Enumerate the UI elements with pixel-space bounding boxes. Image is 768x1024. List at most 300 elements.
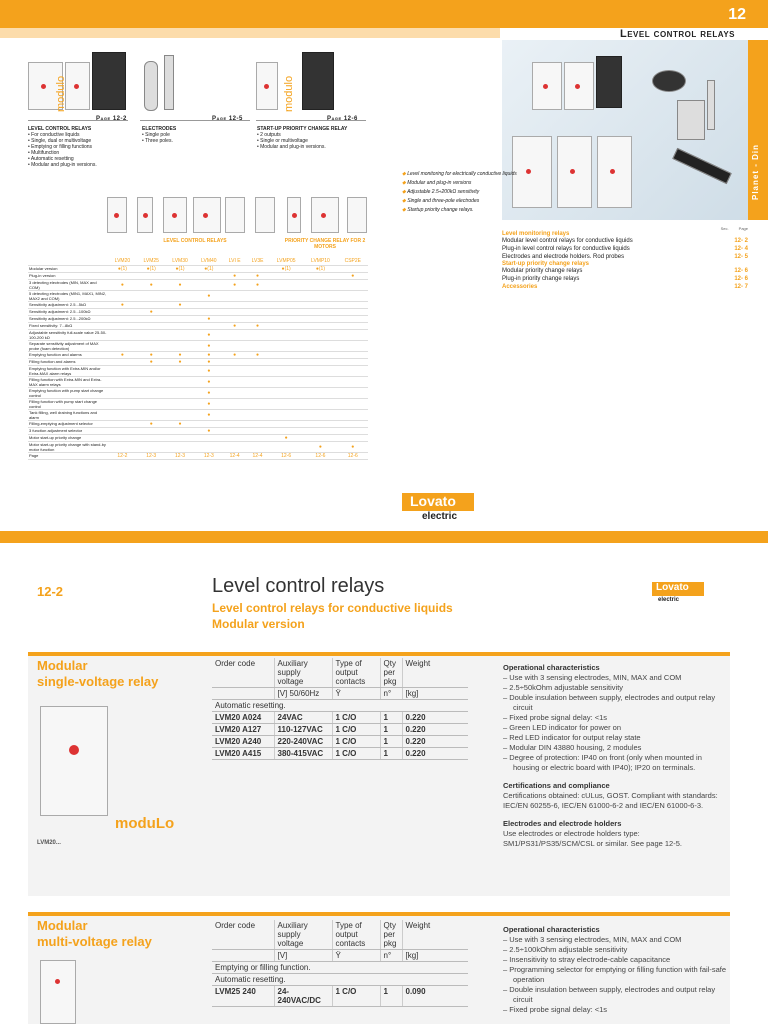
- table-cell: [223, 434, 246, 441]
- table-cell: [194, 301, 223, 308]
- table-cell: [166, 441, 195, 452]
- table-cell: [269, 290, 303, 301]
- product-caption: LVM20...: [37, 840, 61, 846]
- table-cell: ●: [166, 301, 195, 308]
- row-label: 5 detecting electrodes (MIN1, MAX1, MIN2, MAX2 and COM): [29, 290, 107, 301]
- page-ref-2[interactable]: Page 12-5: [212, 116, 243, 122]
- table-row[interactable]: LVM20 A240 220-240VAC 1 C/O 1 0.220: [212, 736, 468, 748]
- row-label: Adjustable sensitivity full-scale value 25-50-100-200 kΩ: [29, 329, 107, 340]
- table-cell: [194, 272, 223, 279]
- table-cell: ●: [223, 279, 246, 290]
- lc-summary: LEVEL CONTROL RELAYS • For conductive liquids • Single, dual or multivoltage • Emptying or filling functions • Multifunction • Automatic resetting • Modular and plug-in versions.: [28, 126, 97, 168]
- table-cell: [108, 308, 137, 315]
- table-cell: [269, 340, 303, 351]
- table-row: [28, 322, 368, 329]
- page-ref-3[interactable]: Page 12-6: [327, 116, 358, 122]
- lovato-logo-small: Lovato: [652, 582, 704, 596]
- table-cell: ●(1): [108, 265, 137, 272]
- table-cell: [166, 376, 195, 387]
- table-cell: [166, 387, 195, 398]
- table-row[interactable]: LVM20 A024 24VAC 1 C/O 1 0.220: [212, 712, 468, 724]
- row-label: 3 detecting electrodes (MIN, MAX and COM): [28, 279, 108, 290]
- table-cell: [338, 279, 368, 290]
- table-cell: 12-4: [223, 452, 246, 459]
- table-cell: [108, 398, 137, 409]
- top-bar: [0, 0, 768, 28]
- toc-row[interactable]: Plug-in level control relays for conductive liquids 12- 4: [502, 246, 748, 252]
- table-cell: ●: [194, 358, 223, 365]
- table-cell: [246, 290, 269, 301]
- section-title-single: Modular single-voltage relay: [37, 658, 159, 689]
- table-cell: [303, 376, 337, 387]
- page-title: Level control relays: [212, 575, 385, 597]
- table-cell: [108, 315, 137, 322]
- table-cell: [269, 365, 303, 376]
- table-cell: ●: [269, 434, 303, 441]
- table-cell: [269, 376, 303, 387]
- table-cell: [246, 398, 269, 409]
- table-cell: [166, 409, 195, 420]
- table-cell: [137, 365, 166, 376]
- table-cell: [223, 376, 246, 387]
- table-cell: 12-6: [303, 452, 337, 459]
- page-number: 12-2: [37, 584, 64, 599]
- table-row: [28, 279, 368, 290]
- table-cell: [194, 279, 223, 290]
- table-cell: [269, 301, 303, 308]
- table-cell: ●: [137, 308, 166, 315]
- table-cell: [303, 308, 337, 315]
- table-cell: [338, 351, 368, 358]
- table-cell: [269, 329, 303, 340]
- table-cell: ●(1): [303, 265, 337, 272]
- table-cell: ●: [303, 441, 337, 452]
- table-cell: ●: [194, 329, 223, 340]
- table-cell: [137, 376, 166, 387]
- lvm20-image: [40, 706, 110, 818]
- table-cell: ●: [137, 351, 166, 358]
- table-cell: [223, 290, 246, 301]
- table-cell: [269, 420, 303, 427]
- table-cell: ●: [137, 279, 166, 290]
- table-cell: ●: [194, 387, 223, 398]
- table-cell: [194, 441, 223, 452]
- sidebar-tab: Planet - Din: [748, 40, 768, 220]
- group-header-level: LEVEL CONTROL RELAYS: [163, 238, 227, 244]
- table-cell: 12-3: [166, 452, 195, 459]
- table-row: [28, 420, 368, 427]
- table-row: [28, 452, 368, 459]
- table-cell: 12-4: [246, 452, 269, 459]
- model-header: LVI E: [223, 258, 246, 265]
- row-label: Fixed sensitivity: 7...8kΩ: [28, 322, 108, 329]
- toc-row[interactable]: Modular level control relays for conductive liquids 12- 2: [502, 238, 748, 244]
- model-header: LVM20: [108, 258, 137, 265]
- table-cell: [166, 290, 195, 301]
- row-label: Emptying function with Extra-MIN and/or Extra-MAX alarm relays: [28, 365, 108, 376]
- table-row: [28, 376, 368, 387]
- table-cell: ●: [223, 351, 246, 358]
- table-cell: [303, 290, 337, 301]
- table-cell: [338, 365, 368, 376]
- table-cell: ●: [194, 376, 223, 387]
- model-header: LVMP05: [269, 258, 303, 265]
- table-cell: [137, 434, 166, 441]
- table-cell: [338, 420, 368, 427]
- row-label: Emptying function with pump start change control: [28, 387, 108, 398]
- table-cell: [108, 409, 137, 420]
- table-cell: [338, 340, 368, 351]
- table-cell: [108, 329, 137, 340]
- table-cell: ●(1): [269, 265, 303, 272]
- toc-row[interactable]: Electrodes and electrode holders. Rod probes 12- 5: [502, 254, 748, 260]
- modulo-mark-2: modulo: [283, 75, 295, 112]
- toc-row[interactable]: Modular priority change relays 12- 6: [502, 268, 748, 274]
- table-cell: [194, 420, 223, 427]
- table-cell: [269, 387, 303, 398]
- table-of-contents: Sec. Page Level monitoring relays Modular level control relays for conductive liquids 12- 2 Plug-in level control relays for conductive liquids 12- 4 Electrodes and electrode holders. Rod probes 12- 5 Start-up priority change relays Modular priority change relays 12- 6 Plug-in priority change relays 12- 6 Accessories 12- 7: [502, 226, 748, 290]
- table-cell: [194, 308, 223, 315]
- table-cell: [246, 420, 269, 427]
- table-cell: [223, 409, 246, 420]
- row-label: Emptying function and alarms: [28, 351, 108, 358]
- row-label: Modular version: [28, 265, 108, 272]
- table-cell: ●: [223, 272, 246, 279]
- order-table-single: Order code Auxiliary supply voltage Type of output contacts Qty per pkg Weight [V] 50/60Hz Ÿ n° [kg] Automatic resetting. LVM20 A024 24VAC 1 C/O 1 0.220 LVM20 A127 110-127VAC 1 C/O 1 0.220 LVM20 A240 220-240VAC 1 C/O 1 0.220 LVM20 A415 380-415VAC 1 C/O 1 0.220: [212, 658, 468, 760]
- row-label: Sensitivity adjustment: 2.5...200kΩ: [28, 315, 108, 322]
- table-cell: [223, 441, 246, 452]
- table-cell: [269, 358, 303, 365]
- row-label: Filling-emptying adjustment selector: [28, 420, 108, 427]
- table-cell: [246, 265, 269, 272]
- table-cell: [303, 322, 337, 329]
- lovato-electric: electric: [422, 511, 458, 522]
- table-cell: ●: [246, 272, 269, 279]
- table-cell: [137, 322, 166, 329]
- row-label: Filling function with Extra-MIN and Extra-MAX alarm relays: [28, 376, 108, 387]
- table-cell: [303, 387, 337, 398]
- table-cell: [246, 387, 269, 398]
- table-cell: [108, 340, 137, 351]
- table-cell: [303, 351, 337, 358]
- table-cell: [194, 434, 223, 441]
- row-label: Separate sensitivity adjustment of MAX probe (foam detection): [28, 340, 108, 351]
- row-label: Motor start-up priority change: [28, 434, 108, 441]
- table-cell: [137, 409, 166, 420]
- table-cell: [246, 434, 269, 441]
- table-cell: [108, 358, 137, 365]
- model-header: LVMP10: [303, 258, 337, 265]
- table-cell: ●: [166, 420, 195, 427]
- table-cell: ●: [194, 340, 223, 351]
- table-cell: [269, 308, 303, 315]
- table-cell: [338, 322, 368, 329]
- table-cell: ●: [194, 398, 223, 409]
- product-image-electrodes: [140, 55, 185, 115]
- table-cell: [137, 340, 166, 351]
- table-cell: [338, 301, 368, 308]
- table-cell: 12-6: [338, 452, 368, 459]
- chapter-number: 12: [728, 6, 746, 23]
- table-cell: 12-3: [194, 452, 223, 459]
- table-cell: ●: [108, 279, 137, 290]
- group-header-priority: PRIORITY CHANGE RELAY FOR 2 MOTORS: [284, 238, 366, 250]
- table-cell: [269, 315, 303, 322]
- table-cell: ●: [108, 351, 137, 358]
- contact-icon: Ÿ: [332, 950, 380, 962]
- toc-section-3[interactable]: Accessories 12- 7: [502, 284, 748, 290]
- table-cell: ●: [246, 322, 269, 329]
- table-row[interactable]: LVM20 A127 110-127VAC 1 C/O 1 0.220: [212, 724, 468, 736]
- table-cell: [246, 365, 269, 376]
- contact-icon: Ÿ: [332, 688, 380, 700]
- table-cell: [137, 387, 166, 398]
- table-cell: ●(1): [137, 265, 166, 272]
- table-cell: [246, 315, 269, 322]
- selection-table: [28, 258, 368, 460]
- row-label: Filling function with pump start change control: [28, 398, 108, 409]
- modulo-mark-1: modulo: [55, 75, 67, 112]
- table-cell: ●: [166, 358, 195, 365]
- table-cell: [338, 329, 368, 340]
- table-cell: [303, 420, 337, 427]
- page-ref-1[interactable]: Page 12-2: [96, 116, 127, 122]
- table-cell: [338, 376, 368, 387]
- table-cell: [166, 322, 195, 329]
- table-row: [28, 365, 368, 376]
- row-label: Filling function and alarms: [28, 358, 108, 365]
- table-cell: [303, 340, 337, 351]
- table-cell: [338, 387, 368, 398]
- table-cell: [269, 398, 303, 409]
- table-cell: [137, 427, 166, 434]
- table-row[interactable]: LVM25 240 24-240VAC/DC 1 C/O 1 0.090: [212, 986, 468, 1007]
- table-cell: [269, 279, 303, 290]
- toc-section-1[interactable]: Level monitoring relays: [502, 231, 570, 237]
- table-cell: [269, 322, 303, 329]
- table-cell: ●: [246, 279, 269, 290]
- model-header: CSP2E: [338, 258, 368, 265]
- table-cell: [303, 434, 337, 441]
- table-cell: 12-2: [108, 452, 137, 459]
- table-row: [28, 358, 368, 365]
- product-image-lvm: [28, 52, 128, 112]
- table-row: [28, 409, 368, 420]
- row-label: Sensitivity adjustment: 2.5...5kΩ: [28, 301, 108, 308]
- model-header: LVM25: [137, 258, 166, 265]
- lovato-logo: Lovato: [402, 493, 474, 511]
- page-divider: [0, 531, 768, 543]
- table-cell: [137, 301, 166, 308]
- specs-single: Operational characteristics – Use with 3 sensing electrodes, MIN, MAX and COM – 2.5÷50kOhm adjustable sensitivity – Double insulation between supply, electrodes and output relay circuit – Fixed probe signal delay: <1s – Green LED indicator for power on – Red LED indicator for output relay state – Modular DIN 43880 housing, 2 modules – Degree of protection: IP40 on front (only when mounted in housing or electric board with IP40); IP20 on terminals. Certifications and compliance Certifications obtained: cULus, GOST. Compliant with standards: IEC/EN 60255-6, IEC/EN 61000-6-2 and IEC/EN 61000-6-3. Electrodes and electrode holders Use electrodes or electrode holders type: SM1/PS31/PS35/SCM/CSL or similar. See page 12-5.: [503, 660, 729, 849]
- section-title-multi: Modular multi-voltage relay: [37, 918, 152, 949]
- table-cell: [269, 427, 303, 434]
- table-cell: [166, 315, 195, 322]
- table-cell: [223, 365, 246, 376]
- table-cell: ●: [246, 351, 269, 358]
- table-cell: [269, 409, 303, 420]
- table-cell: [246, 376, 269, 387]
- table-cell: [303, 279, 337, 290]
- table-cell: ●(1): [166, 265, 195, 272]
- table-cell: ●: [338, 272, 368, 279]
- table-cell: ●: [194, 409, 223, 420]
- page-subtitle: Level control relays for conductive liquids Modular version: [212, 601, 453, 631]
- table-row: [28, 272, 368, 279]
- table-row: [28, 265, 368, 272]
- table-cell: [223, 329, 246, 340]
- table-cell: [303, 427, 337, 434]
- table-cell: [303, 358, 337, 365]
- table-cell: [246, 308, 269, 315]
- table-cell: [166, 365, 195, 376]
- table-cell: [303, 301, 337, 308]
- table-cell: [108, 427, 137, 434]
- table-cell: [108, 376, 137, 387]
- table-cell: [338, 290, 368, 301]
- row-label: Page: [28, 452, 108, 459]
- chapter-title: Level control relays: [620, 28, 735, 40]
- table-cell: ●: [137, 358, 166, 365]
- table-cell: [338, 409, 368, 420]
- table-cell: [137, 329, 166, 340]
- table-cell: [269, 272, 303, 279]
- table-row: [28, 340, 368, 351]
- table-row: [28, 387, 368, 398]
- row-label: Plug-in version: [28, 272, 108, 279]
- table-cell: [223, 398, 246, 409]
- table-row: [28, 398, 368, 409]
- table-row: [28, 290, 368, 301]
- table-cell: [246, 301, 269, 308]
- table-cell: ●: [223, 322, 246, 329]
- table-cell: [166, 329, 195, 340]
- lvm25-image: [40, 960, 78, 1024]
- table-cell: [246, 340, 269, 351]
- table-row[interactable]: LVM20 A415 380-415VAC 1 C/O 1 0.220: [212, 748, 468, 760]
- table-cell: [137, 398, 166, 409]
- order-table-multi: Order code Auxiliary supply voltage Type of output contacts Qty per pkg Weight [V] Ÿ n° [kg] Emptying or filling function. Automatic resetting. LVM25 240 24-240VAC/DC 1 C/O 1 0.090: [212, 920, 468, 1007]
- table-cell: [303, 329, 337, 340]
- model-header: LVM40: [194, 258, 223, 265]
- table-cell: [108, 434, 137, 441]
- table-cell: [166, 340, 195, 351]
- specs-multi: Operational characteristics – Use with 3 sensing electrodes, MIN, MAX and COM – 2.5÷100kOhm adjustable sensitivity – Insensitivity to stray electrode-cable capacitance – Programming selector for emptying or filling function with fail-safe operation – Double insulation between supply, electrodes and output relay circuit – Fixed probe signal delay: <1s: [503, 922, 729, 1015]
- table-cell: [166, 398, 195, 409]
- electrodes-summary: ELECTRODES • Single pole • Three poles.: [142, 126, 177, 144]
- startup-summary: START-UP PRIORITY CHANGE RELAY • 2 outputs • Single or multivoltage • Modular and plug-in versions.: [257, 126, 348, 150]
- feature-bullets: ◆ Level monitoring for electrically conductive liquids ◆ Modular and plug-in versions ◆ Adjustable 2.5÷200kΩ sensitivity ◆ Single and three-pole electrodes ◆ Startup priority change relays.: [402, 170, 517, 215]
- model-header: LVM30: [166, 258, 195, 265]
- table-cell: ●(1): [194, 265, 223, 272]
- product-photo: [502, 40, 748, 220]
- table-cell: ●: [166, 279, 195, 290]
- table-cell: [108, 441, 137, 452]
- row-label: 3 function adjustment selector: [28, 427, 108, 434]
- table-cell: [303, 315, 337, 322]
- table-cell: ●: [194, 290, 223, 301]
- table-cell: [269, 351, 303, 358]
- table-cell: [137, 315, 166, 322]
- selection-thumbnails: [105, 195, 370, 235]
- table-row: [28, 308, 368, 315]
- table-cell: [338, 315, 368, 322]
- table-row: [28, 434, 368, 441]
- table-cell: [166, 272, 195, 279]
- table-cell: [246, 329, 269, 340]
- table-cell: [166, 308, 195, 315]
- toc-section-2[interactable]: Start-up priority change relays: [502, 261, 590, 267]
- table-cell: [338, 265, 368, 272]
- table-cell: [269, 441, 303, 452]
- table-cell: [223, 358, 246, 365]
- table-cell: [137, 272, 166, 279]
- table-cell: [108, 387, 137, 398]
- table-cell: [108, 420, 137, 427]
- table-cell: [108, 322, 137, 329]
- table-row: [28, 351, 368, 358]
- table-cell: [246, 409, 269, 420]
- table-cell: ●: [194, 315, 223, 322]
- table-row: [28, 301, 368, 308]
- table-cell: [303, 272, 337, 279]
- table-cell: [338, 427, 368, 434]
- table-cell: [137, 441, 166, 452]
- table-cell: ●: [166, 351, 195, 358]
- table-cell: [303, 398, 337, 409]
- table-row: [28, 427, 368, 434]
- table-cell: [223, 340, 246, 351]
- model-header: LV3E: [246, 258, 269, 265]
- table-cell: [246, 441, 269, 452]
- table-cell: [108, 290, 137, 301]
- table-cell: [338, 398, 368, 409]
- table-cell: [108, 272, 137, 279]
- table-cell: [223, 387, 246, 398]
- table-cell: [223, 420, 246, 427]
- lovato-electric-small: electric: [658, 597, 680, 603]
- table-row: [28, 329, 368, 340]
- table-cell: [166, 434, 195, 441]
- table-cell: [223, 301, 246, 308]
- light-bar: [0, 28, 500, 38]
- toc-row[interactable]: Plug-in priority change relays 12- 6: [502, 276, 748, 282]
- table-cell: ●: [194, 351, 223, 358]
- modulo-brand: moduLo: [115, 815, 175, 832]
- table-cell: [338, 358, 368, 365]
- table-cell: ●: [108, 301, 137, 308]
- table-cell: 12-3: [137, 452, 166, 459]
- table-cell: [223, 315, 246, 322]
- table-cell: [194, 322, 223, 329]
- table-cell: ●: [338, 441, 368, 452]
- table-cell: ●: [137, 420, 166, 427]
- table-row: [28, 315, 368, 322]
- table-cell: [108, 365, 137, 376]
- table-cell: [338, 434, 368, 441]
- table-cell: [303, 409, 337, 420]
- table-cell: [246, 427, 269, 434]
- table-cell: ●: [194, 365, 223, 376]
- table-cell: [137, 290, 166, 301]
- table-cell: [246, 358, 269, 365]
- table-cell: [223, 265, 246, 272]
- table-cell: ●: [194, 427, 223, 434]
- table-cell: [338, 308, 368, 315]
- row-label: Sensitivity adjustment: 2.5...100kΩ: [28, 308, 108, 315]
- product-image-priority: [256, 52, 336, 112]
- row-label: Motor start-up priority change with stand-by motor function: [28, 441, 108, 452]
